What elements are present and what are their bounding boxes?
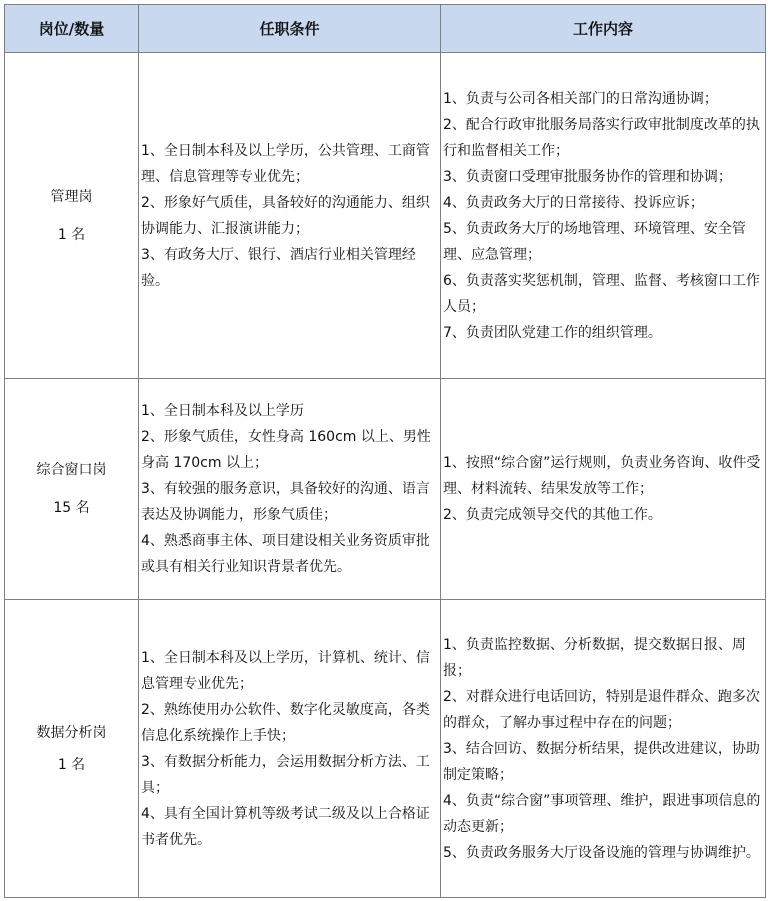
position-cell <box>5 53 139 379</box>
duties-cell <box>441 600 766 898</box>
requirement-item: 1、全日制本科及以上学历，计算机、统计、信息管理专业优先； <box>141 649 430 692</box>
job-table <box>4 4 766 898</box>
header-duties: 工作内容 <box>441 5 766 53</box>
position-title: 管理岗 <box>50 188 93 205</box>
duty-item: 6、负责落实奖惩机制，管理、监督、考核窗口工作人员； <box>443 272 760 315</box>
requirement-item: 3、有数据分析能力，会运用数据分析方法、工具； <box>141 753 430 796</box>
requirement-item: 2、形象气质佳，女性身高 160cm 以上、男性身高 170cm 以上； <box>141 429 431 471</box>
duty-item: 2、配合行政审批服务局落实行政审批制度改革的执行和监督相关工作； <box>443 116 760 159</box>
table-row <box>5 379 766 600</box>
position-count: 15 名 <box>53 500 90 516</box>
position-count: 1 名 <box>57 226 86 243</box>
header-row <box>5 5 766 53</box>
requirements-cell <box>139 600 441 898</box>
requirement-item: 3、有较强的服务意识，具备较好的沟通、语言表达及协调能力，形象气质佳； <box>141 481 430 523</box>
duty-item: 5、负责政务大厅的场地管理、环境管理、安全管理、应急管理； <box>443 220 746 263</box>
duty-item: 4、负责“综合窗”事项管理、维护，跟进事项信息的动态更新； <box>443 792 761 835</box>
duty-item: 2、负责完成领导交代的其他工作。 <box>443 507 662 523</box>
header-requirements: 任职条件 <box>139 5 441 53</box>
duty-item: 2、对群众进行电话回访，特别是退件群众、跑多次的群众，了解办事过程中存在的问题； <box>443 688 760 731</box>
duty-item: 3、负责窗口受理审批服务协作的管理和协调； <box>443 168 732 185</box>
position-title: 数据分析岗 <box>36 724 107 741</box>
duty-item: 4、负责政务大厅的日常接待、投诉应诉； <box>443 194 704 211</box>
requirement-item: 2、形象好气质佳，具备较好的沟通能力、组织协调能力、汇报演讲能力； <box>141 194 430 237</box>
requirement-item: 1、全日制本科及以上学历，公共管理、工商管理、信息管理等专业优先； <box>141 142 430 185</box>
duties-cell <box>441 379 766 600</box>
duty-item: 1、负责与公司各相关部门的日常沟通协调； <box>443 90 718 107</box>
duty-item: 3、结合回访、数据分析结果，提供改进建议，协助制定策略； <box>443 740 760 783</box>
requirements-cell <box>139 53 441 379</box>
table-row <box>5 600 766 898</box>
requirement-item: 3、有政务大厅、银行、酒店行业相关管理经验。 <box>141 246 416 289</box>
requirement-item: 1、全日制本科及以上学历 <box>141 403 304 419</box>
duty-item: 5、负责政务服务大厅设备设施的管理与协调维护。 <box>443 844 760 861</box>
duty-item: 1、按照“综合窗”运行规则，负责业务咨询、收件受理、材料流转、结果发放等工作； <box>443 455 761 497</box>
duties-cell <box>441 53 766 379</box>
requirement-item: 4、熟悉商事主体、项目建设相关业务资质审批或具有相关行业知识背景者优先。 <box>141 533 430 575</box>
requirement-item: 4、具有全国计算机等级考试二级及以上合格证书者优先。 <box>141 805 430 848</box>
header-position: 岗位/数量 <box>5 5 139 53</box>
position-cell <box>5 600 139 898</box>
position-title: 综合窗口岗 <box>36 462 107 478</box>
position-cell <box>5 379 139 600</box>
duty-item: 1、负责监控数据、分析数据，提交数据日报、周报； <box>443 636 746 679</box>
requirements-cell <box>139 379 441 600</box>
duty-item: 7、负责团队党建工作的组织管理。 <box>443 324 662 341</box>
position-count: 1 名 <box>57 756 86 773</box>
requirement-item: 2、熟练使用办公软件、数字化灵敏度高，各类信息化系统操作上手快； <box>141 701 430 744</box>
table-row <box>5 53 766 379</box>
